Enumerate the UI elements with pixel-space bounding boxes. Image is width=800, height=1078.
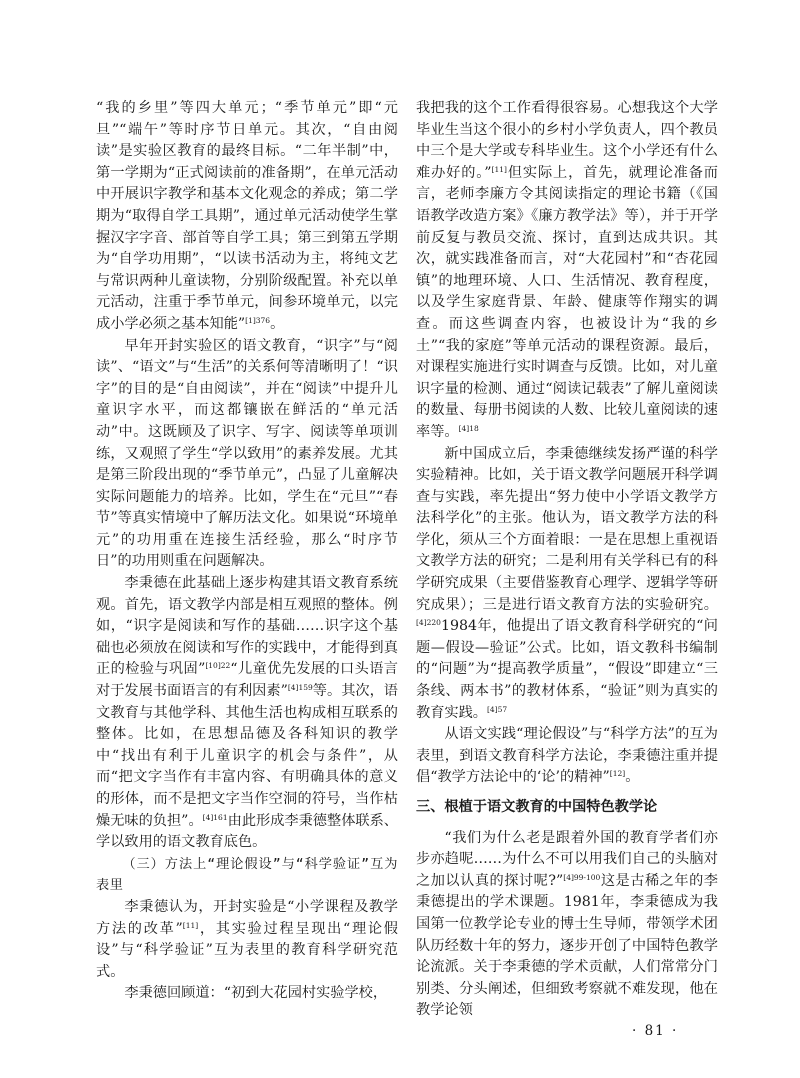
page-number: · 81 · <box>632 1023 679 1039</box>
paragraph: 早年开封实验区的语文教育，“识字”与“阅读”、“语文”与“生活”的关系何等清晰明了！“识字”的目的是“自由阅读”，并在“阅读”中提升儿童识字水平，而这都镶嵌在鲜活的“单元活动”中。这既顾及了识字、写字、阅读等单项训练，又观照了学生“学以致用”的素养发展。尤其是第三阶段出现的“季节单元”，凸显了儿童解决实际问题能力的培养。比如，学生在“元旦”“春节”等真实情境中了解历法文化。如果说“环境单元”的功用重在连接生活经验，那么“时序节日”的功用则重在问题解决。 <box>96 337 398 570</box>
citation: [12] <box>609 769 626 779</box>
citation: [4]159 <box>287 683 313 693</box>
paragraph: “我们为什么老是跟着外国的教育学者们亦步亦趋呢……为什么不可以用我们自己的头脑对之加以认真的探讨呢?”$^{[4]99-100}$这是古稀之年的李秉德提出的学术课题。1981年，李秉德成为我国第一位教学论专业的博士生导师，带领学术团队历经数十年的努力，逐步开创了中国特色教学论流派。关于李秉德的学术贡献，人们常常分门别类、分头阐述，但细致考察就不难发现，他在教学论领 <box>416 829 718 1019</box>
paragraph: 我把我的这个工作看得很容易。心想我这个大学毕业生当这个很小的乡村小学负责人，四个教员中三个是大学或专科毕业生。这个小学还有什么难办好的。”[11]但实际上，首先，就理论准备而言，老师李廉方令其阅读指定的理论书籍（《国语教学改造方案》《廉方教学法》等），并于开学前反复与教员交流、探讨，直到达成共识。其次，就实践准备而言，对“大花园村”和“杏花园镇”的地理环境、人口、生活情况、教育程度，以及学生家庭背景、年龄、健康等作翔实的调查。而这些调查内容，也被设计为“我的乡土”“我的家庭”等单元活动的课程资源。最后，对课程实施进行实时调查与反馈。比如，对儿童识字量的检测、通过“阅读记载表”了解儿童阅读的数量、每册书阅读的人数、比较儿童阅读的速率等。$^{[4]18}$ <box>416 100 718 440</box>
left-column <box>96 98 398 1005</box>
paragraph: 李秉德回顾道：“初到大花园村实验学校， <box>124 985 388 1002</box>
citation: [4]57 <box>486 704 508 714</box>
citation: [11] <box>182 920 199 930</box>
paragraph: 从语文实践“理论假设”与“科学方法”的互为表里，到语文教育科学方法论，李秉德注重并提倡“教学方法论中的‘论’的精神”[12]。 <box>416 726 718 786</box>
subsection-heading: （三）方法上“理论假设”与“科学验证”互为表里 <box>96 856 398 894</box>
citation: [4]220 <box>416 618 441 628</box>
paragraph: 李秉德在此基础上逐步构建其语文教育系统观。首先，语文教学内部是相互观照的整体。例如，“识字是阅读和写作的基础……识字这个基础也必须放在阅读和写作的实践中，才能得到真正的检验与巩固”$^{[10]22}$“儿童优先发展的口头语言对于发展书面语言的有利因素”$^{[4]159}$等。其次，语文教育与其他学科、其他生活也构成相互联系的整体。比如，在思想品德及各科知识的教学中“找出有利于儿童识字的机会与条件”，从而“把文字当作有丰富内容、有明确具体的意义的形体，而不是把文字当作空洞的符号，当作枯燥无味的负担”。$^{[4]161}$由此形成李秉德整体联系、学以致用的语文教育底色。 <box>96 575 398 851</box>
citation: [10]22 <box>205 661 231 671</box>
paragraph: 新中国成立后，李秉德继续发扬严谨的科学实验精神。比如，关于语文教学问题展开科学调查与实践，率先提出“努力使中小学语文教学方法科学化”的主张。他认为，语文教学方法的科学化，须从三个方面着眼：一是在思想上重视语文教学方法的研究；二是利用有关学科已有的科学研究成果（主要借鉴教育心理学、逻辑学等研究成果）；三是进行语文教育方法的实验研究。$^{[4]220}$1984年，他提出了语文教育科学研究的“问题—假设—验证”公式。比如，语文教科书编制的“问题”为“提高教学质量”，“假设”即建立“三条线、两本书”的教材体系，“验证”则为真实的教育实践。$^{[4]57}$ <box>416 445 718 721</box>
section-heading: 三、根植于语文教育的中国特色教学论 <box>416 799 658 815</box>
citation: [4]18 <box>458 423 479 433</box>
right-column <box>416 98 718 1022</box>
citation: [1]376 <box>245 315 271 325</box>
citation: [4]99-100 <box>563 872 601 882</box>
paragraph: 李秉德认为，开封实验是“小学课程及教学方法的改革”[11]，其实验过程呈现出“理论假设”与“科学验证”互为表里的教育科学研究范式。 <box>96 898 398 980</box>
citation: [11] <box>491 164 507 174</box>
citation: [4]161 <box>202 812 228 822</box>
paragraph: “我的乡里”等四大单元；“季节单元”即“元旦”“端午”等时序节日单元。其次，“自由阅读”是实验区教育的最终目标。“二年半制”中，第一学期为“正式阅读前的准备期”，在单元活动中开展识字教学和基本文化观念的养成；第二学期为“取得自学工具期”，通过单元活动使学生掌握汉字字音、部首等自学工具；第三到第五学期为“自学功用期”，“以读书活动为主，将纯文艺与常识两种儿童读物，分别阶级配置。补充以单元活动，注重于季节单元，间参环境单元，以完成小学必须之基本知能”$^{[1]376}$。 <box>96 100 398 332</box>
